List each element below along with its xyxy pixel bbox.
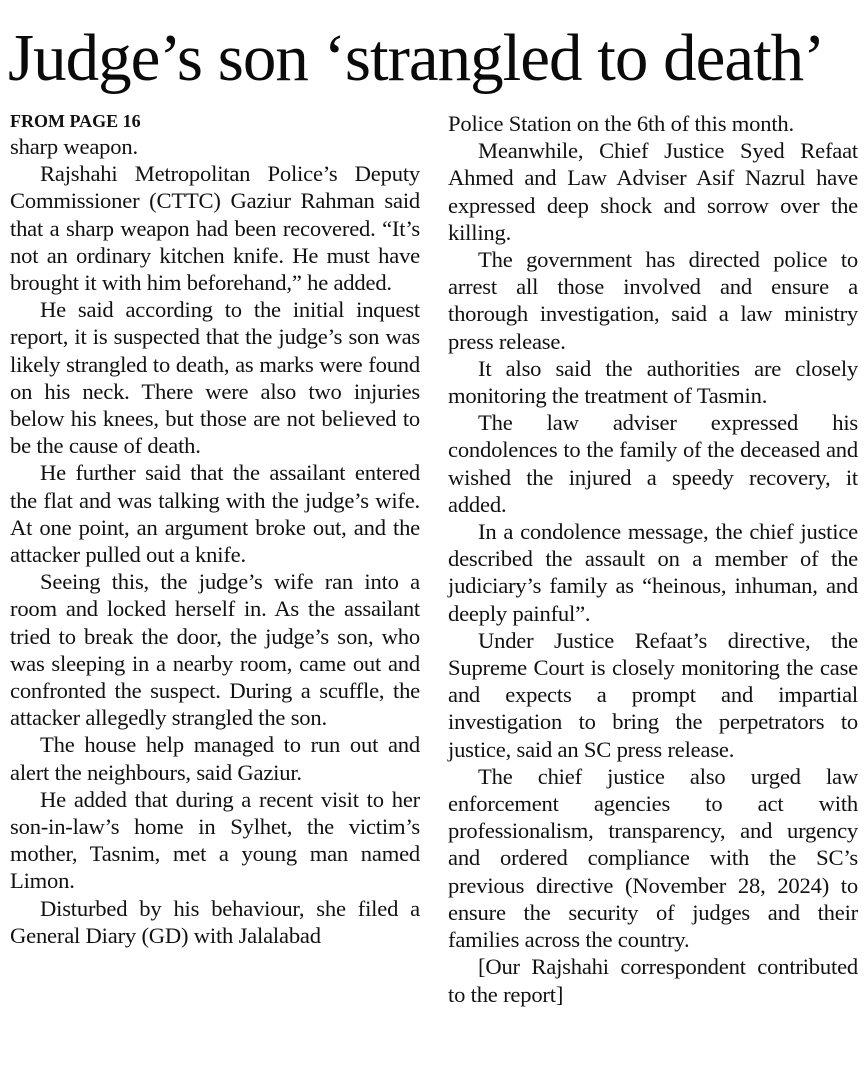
paragraph: Under Justice Refaat’s directive, the Supreme Court is closely monitoring the case and expects a prompt and impartial investigation to bring the perpetrators to justice, said an SC press release. [448,627,858,762]
paragraph: The chief justice also urged law enforcement agencies to act with professionalism, transparency, and urgency and ordered compliance with the SC’s previous directive (November 28, 2024) to ensure the security of judges and their families across the country. [448,763,858,953]
left-column [10,110,420,949]
paragraph: Meanwhile, Chief Justice Syed Refaat Ahmed and Law Adviser Asif Nazrul have expressed deep shock and sorrow over the killing. [448,138,858,245]
paragraph: Seeing this, the judge’s wife ran into a room and locked herself in. As the assailant tried to break the door, the judge’s son, who was sleeping in a nearby room, came out and confronted the suspect. During a scuffle, the attacker allegedly strangled the son. [10,569,420,731]
paragraph: sharp weapon. [10,134,138,159]
right-column [448,110,858,1008]
paragraph: Police Station on the 6th of this month. [448,111,794,136]
paragraph: Disturbed by his behaviour, she filed a General Diary (GD) with Jalalabad [10,895,420,948]
paragraph: [Our Rajshahi correspondent contributed to the report] [448,954,858,1007]
paragraph: The government has directed police to arrest all those involved and ensure a thorough investigation, said a law ministry press release. [448,247,858,354]
jump-label: FROM PAGE 16 [10,111,141,131]
paragraph: He said according to the initial inquest report, it is suspected that the judge’s son was likely strangled to death, as marks were found on his neck. There were also two injuries below his knees, but those are not believed to be the cause of death. [10,297,420,459]
paragraph: The law adviser expressed his condolences to the family of the deceased and wished the injured a speedy recovery, it added. [448,410,858,517]
paragraph: The house help managed to run out and alert the neighbours, said Gaziur. [10,732,420,785]
paragraph: In a condolence message, the chief justice described the assault on a member of the judiciary’s family as “heinous, inhuman, and deeply painful”. [448,519,858,626]
paragraph: It also said the authorities are closely monitoring the treatment of Tasmin. [448,355,858,409]
paragraph: He further said that the assailant entered the flat and was talking with the judge’s wife. At one point, an argument broke out, and the attacker pulled out a knife. [10,460,420,568]
paragraph: Rajshahi Metropolitan Police’s Deputy Commissioner (CTTC) Gaziur Rahman said that a sharp weapon had been recovered. “It’s not an ordinary kitchen knife. He must have brought it with him beforehand,” he added. [10,161,420,296]
paragraph: He added that during a recent visit to her son-in-law’s home in Sylhet, the victim’s mother, Tasnim, met a young man named Limon. [10,786,420,894]
headline: Judge’s son ‘strangled to death’ [8,21,825,95]
